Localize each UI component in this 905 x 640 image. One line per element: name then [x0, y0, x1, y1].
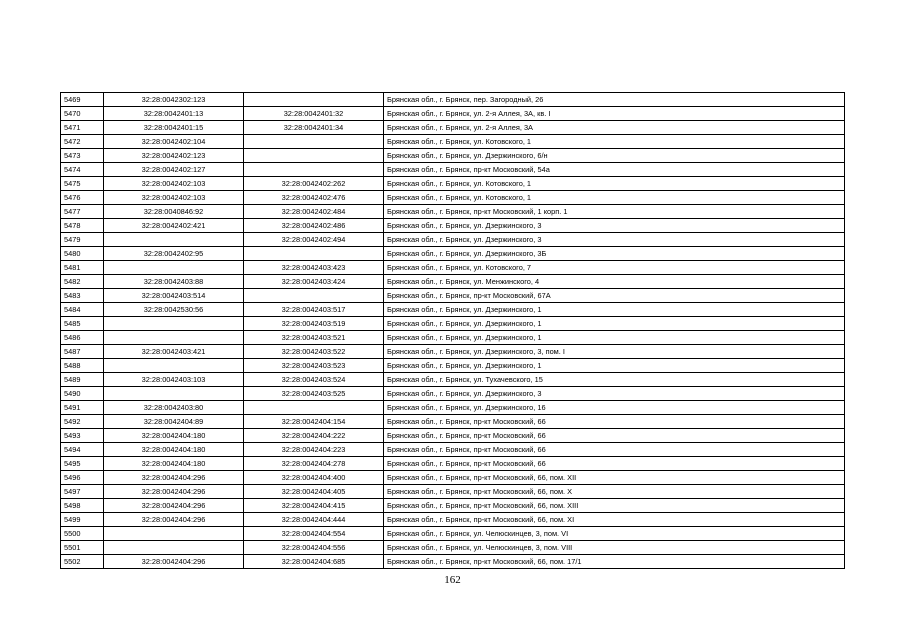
row-number-cell: 5494 — [61, 443, 104, 457]
property-registry-table — [60, 92, 845, 569]
cadastral-number-cell: 32:28:0042404:180 — [104, 429, 244, 443]
cadastral-number-cell: 32:28:0042530:56 — [104, 303, 244, 317]
linked-cadastral-number-cell: 32:28:0042403:522 — [244, 345, 384, 359]
linked-cadastral-number-cell: 32:28:0042403:517 — [244, 303, 384, 317]
table-row — [61, 247, 845, 261]
address-cell: Брянская обл., г. Брянск, пер. Загородный, 26 — [384, 93, 845, 107]
linked-cadastral-number-cell: 32:28:0042404:154 — [244, 415, 384, 429]
table-row — [61, 415, 845, 429]
row-number-cell: 5499 — [61, 513, 104, 527]
cadastral-number-cell: 32:28:0042403:80 — [104, 401, 244, 415]
cadastral-number-cell: 32:28:0042403:421 — [104, 345, 244, 359]
registry-table-body — [61, 93, 845, 569]
address-cell: Брянская обл., г. Брянск, ул. Дзержинского, 1 — [384, 359, 845, 373]
table-row — [61, 303, 845, 317]
cadastral-number-cell — [104, 541, 244, 555]
cadastral-number-cell: 32:28:0042302:123 — [104, 93, 244, 107]
cadastral-number-cell — [104, 359, 244, 373]
cadastral-number-cell: 32:28:0042404:296 — [104, 471, 244, 485]
row-number-cell: 5492 — [61, 415, 104, 429]
row-number-cell: 5496 — [61, 471, 104, 485]
cadastral-number-cell: 32:28:0042404:296 — [104, 555, 244, 569]
address-cell: Брянская обл., г. Брянск, ул. 2-я Аллея, 3А, кв. I — [384, 107, 845, 121]
address-cell: Брянская обл., г. Брянск, ул. Челюскинцев, 3, пом. VI — [384, 527, 845, 541]
cadastral-number-cell: 32:28:0042402:123 — [104, 149, 244, 163]
linked-cadastral-number-cell: 32:28:0042404:685 — [244, 555, 384, 569]
table-row — [61, 219, 845, 233]
row-number-cell: 5495 — [61, 457, 104, 471]
address-cell: Брянская обл., г. Брянск, пр-кт Московский, 67А — [384, 289, 845, 303]
linked-cadastral-number-cell: 32:28:0042404:556 — [244, 541, 384, 555]
table-row — [61, 499, 845, 513]
table-row — [61, 401, 845, 415]
address-cell: Брянская обл., г. Брянск, пр-кт Московский, 66, пом. 17/1 — [384, 555, 845, 569]
linked-cadastral-number-cell: 32:28:0042401:34 — [244, 121, 384, 135]
row-number-cell: 5488 — [61, 359, 104, 373]
linked-cadastral-number-cell: 32:28:0042402:262 — [244, 177, 384, 191]
cadastral-number-cell: 32:28:0042403:88 — [104, 275, 244, 289]
cadastral-number-cell: 32:28:0042402:127 — [104, 163, 244, 177]
linked-cadastral-number-cell: 32:28:0042402:484 — [244, 205, 384, 219]
table-row — [61, 275, 845, 289]
linked-cadastral-number-cell — [244, 247, 384, 261]
cadastral-number-cell: 32:28:0042404:296 — [104, 513, 244, 527]
address-cell: Брянская обл., г. Брянск, ул. Котовского, 1 — [384, 135, 845, 149]
address-cell: Брянская обл., г. Брянск, ул. Котовского, 7 — [384, 261, 845, 275]
table-row — [61, 471, 845, 485]
table-row — [61, 331, 845, 345]
address-cell: Брянская обл., г. Брянск, ул. Котовского, 1 — [384, 177, 845, 191]
address-cell: Брянская обл., г. Брянск, ул. Дзержинского, 1 — [384, 331, 845, 345]
row-number-cell: 5473 — [61, 149, 104, 163]
row-number-cell: 5470 — [61, 107, 104, 121]
row-number-cell: 5500 — [61, 527, 104, 541]
row-number-cell: 5485 — [61, 317, 104, 331]
linked-cadastral-number-cell: 32:28:0042403:424 — [244, 275, 384, 289]
table-row — [61, 205, 845, 219]
table-row — [61, 457, 845, 471]
table-row — [61, 443, 845, 457]
address-cell: Брянская обл., г. Брянск, ул. Котовского, 1 — [384, 191, 845, 205]
address-cell: Брянская обл., г. Брянск, ул. Дзержинского, 3 — [384, 233, 845, 247]
row-number-cell: 5487 — [61, 345, 104, 359]
table-row — [61, 373, 845, 387]
page-number: 162 — [444, 574, 461, 586]
table-row — [61, 149, 845, 163]
cadastral-number-cell: 32:28:0042401:13 — [104, 107, 244, 121]
table-row — [61, 527, 845, 541]
address-cell: Брянская обл., г. Брянск, ул. Дзержинского, 16 — [384, 401, 845, 415]
row-number-cell: 5486 — [61, 331, 104, 345]
address-cell: Брянская обл., г. Брянск, пр-кт Московский, 66, пом. XIII — [384, 499, 845, 513]
cadastral-number-cell: 32:28:0042402:103 — [104, 191, 244, 205]
row-number-cell: 5484 — [61, 303, 104, 317]
row-number-cell: 5489 — [61, 373, 104, 387]
row-number-cell: 5498 — [61, 499, 104, 513]
address-cell: Брянская обл., г. Брянск, ул. 2-я Аллея, 3А — [384, 121, 845, 135]
row-number-cell: 5476 — [61, 191, 104, 205]
cadastral-number-cell: 32:28:0042404:180 — [104, 457, 244, 471]
address-cell: Брянская обл., г. Брянск, пр-кт Московский, 66, пом. X — [384, 485, 845, 499]
linked-cadastral-number-cell — [244, 163, 384, 177]
table-row — [61, 121, 845, 135]
cadastral-number-cell: 32:28:0042401:15 — [104, 121, 244, 135]
cadastral-number-cell: 32:28:0042403:514 — [104, 289, 244, 303]
row-number-cell: 5475 — [61, 177, 104, 191]
linked-cadastral-number-cell: 32:28:0042401:32 — [244, 107, 384, 121]
linked-cadastral-number-cell — [244, 401, 384, 415]
address-cell: Брянская обл., г. Брянск, пр-кт Московский, 66 — [384, 429, 845, 443]
cadastral-number-cell: 32:28:0042403:103 — [104, 373, 244, 387]
cadastral-number-cell: 32:28:0040846:92 — [104, 205, 244, 219]
linked-cadastral-number-cell: 32:28:0042403:523 — [244, 359, 384, 373]
address-cell: Брянская обл., г. Брянск, ул. Дзержинского, 1 — [384, 303, 845, 317]
linked-cadastral-number-cell: 32:28:0042403:521 — [244, 331, 384, 345]
row-number-cell: 5497 — [61, 485, 104, 499]
address-cell: Брянская обл., г. Брянск, ул. Челюскинцев, 3, пом. VIII — [384, 541, 845, 555]
address-cell: Брянская обл., г. Брянск, ул. Дзержинского, 1 — [384, 317, 845, 331]
table-row — [61, 289, 845, 303]
address-cell: Брянская обл., г. Брянск, пр-кт Московский, 66, пом. XI — [384, 513, 845, 527]
linked-cadastral-number-cell: 32:28:0042404:554 — [244, 527, 384, 541]
linked-cadastral-number-cell: 32:28:0042404:444 — [244, 513, 384, 527]
row-number-cell: 5480 — [61, 247, 104, 261]
cadastral-number-cell — [104, 331, 244, 345]
linked-cadastral-number-cell: 32:28:0042402:486 — [244, 219, 384, 233]
row-number-cell: 5477 — [61, 205, 104, 219]
linked-cadastral-number-cell: 32:28:0042402:476 — [244, 191, 384, 205]
linked-cadastral-number-cell: 32:28:0042404:415 — [244, 499, 384, 513]
row-number-cell: 5471 — [61, 121, 104, 135]
row-number-cell: 5493 — [61, 429, 104, 443]
cadastral-number-cell: 32:28:0042402:421 — [104, 219, 244, 233]
cadastral-number-cell — [104, 527, 244, 541]
row-number-cell: 5482 — [61, 275, 104, 289]
cadastral-number-cell: 32:28:0042404:296 — [104, 485, 244, 499]
table-row — [61, 541, 845, 555]
linked-cadastral-number-cell: 32:28:0042404:400 — [244, 471, 384, 485]
linked-cadastral-number-cell: 32:28:0042404:405 — [244, 485, 384, 499]
linked-cadastral-number-cell: 32:28:0042403:519 — [244, 317, 384, 331]
linked-cadastral-number-cell: 32:28:0042403:525 — [244, 387, 384, 401]
row-number-cell: 5472 — [61, 135, 104, 149]
table-row — [61, 177, 845, 191]
row-number-cell: 5474 — [61, 163, 104, 177]
table-row — [61, 261, 845, 275]
table-row — [61, 135, 845, 149]
table-row — [61, 233, 845, 247]
linked-cadastral-number-cell: 32:28:0042404:222 — [244, 429, 384, 443]
linked-cadastral-number-cell — [244, 289, 384, 303]
address-cell: Брянская обл., г. Брянск, ул. Дзержинского, 3, пом. I — [384, 345, 845, 359]
cadastral-number-cell: 32:28:0042402:104 — [104, 135, 244, 149]
address-cell: Брянская обл., г. Брянск, ул. Дзержинского, 6/н — [384, 149, 845, 163]
table-row — [61, 555, 845, 569]
linked-cadastral-number-cell: 32:28:0042404:278 — [244, 457, 384, 471]
address-cell: Брянская обл., г. Брянск, ул. Менжинского, 4 — [384, 275, 845, 289]
address-cell: Брянская обл., г. Брянск, пр-кт Московский, 1 корп. 1 — [384, 205, 845, 219]
row-number-cell: 5483 — [61, 289, 104, 303]
address-cell: Брянская обл., г. Брянск, пр-кт Московский, 54а — [384, 163, 845, 177]
row-number-cell: 5491 — [61, 401, 104, 415]
table-row — [61, 191, 845, 205]
cadastral-number-cell — [104, 317, 244, 331]
linked-cadastral-number-cell — [244, 93, 384, 107]
row-number-cell: 5502 — [61, 555, 104, 569]
table-row — [61, 429, 845, 443]
table-row — [61, 485, 845, 499]
address-cell: Брянская обл., г. Брянск, ул. Дзержинского, 3 — [384, 219, 845, 233]
linked-cadastral-number-cell — [244, 135, 384, 149]
table-row — [61, 163, 845, 177]
address-cell: Брянская обл., г. Брянск, пр-кт Московский, 66 — [384, 443, 845, 457]
table-row — [61, 387, 845, 401]
table-row — [61, 345, 845, 359]
cadastral-number-cell: 32:28:0042404:89 — [104, 415, 244, 429]
cadastral-number-cell: 32:28:0042404:180 — [104, 443, 244, 457]
cadastral-number-cell — [104, 233, 244, 247]
table-row — [61, 93, 845, 107]
table-row — [61, 107, 845, 121]
row-number-cell: 5479 — [61, 233, 104, 247]
linked-cadastral-number-cell: 32:28:0042402:494 — [244, 233, 384, 247]
linked-cadastral-number-cell: 32:28:0042404:223 — [244, 443, 384, 457]
row-number-cell: 5478 — [61, 219, 104, 233]
cadastral-number-cell: 32:28:0042402:95 — [104, 247, 244, 261]
address-cell: Брянская обл., г. Брянск, пр-кт Московский, 66 — [384, 415, 845, 429]
row-number-cell: 5501 — [61, 541, 104, 555]
row-number-cell: 5481 — [61, 261, 104, 275]
linked-cadastral-number-cell: 32:28:0042403:423 — [244, 261, 384, 275]
row-number-cell: 5490 — [61, 387, 104, 401]
address-cell: Брянская обл., г. Брянск, пр-кт Московский, 66 — [384, 457, 845, 471]
address-cell: Брянская обл., г. Брянск, ул. Дзержинского, 3 — [384, 387, 845, 401]
table-row — [61, 359, 845, 373]
address-cell: Брянская обл., г. Брянск, ул. Тухачевского, 15 — [384, 373, 845, 387]
row-number-cell: 5469 — [61, 93, 104, 107]
address-cell: Брянская обл., г. Брянск, пр-кт Московский, 66, пом. XII — [384, 471, 845, 485]
table-row — [61, 513, 845, 527]
cadastral-number-cell: 32:28:0042402:103 — [104, 177, 244, 191]
cadastral-number-cell — [104, 387, 244, 401]
cadastral-number-cell: 32:28:0042404:296 — [104, 499, 244, 513]
cadastral-number-cell — [104, 261, 244, 275]
table-row — [61, 317, 845, 331]
linked-cadastral-number-cell: 32:28:0042403:524 — [244, 373, 384, 387]
address-cell: Брянская обл., г. Брянск, ул. Дзержинского, 3Б — [384, 247, 845, 261]
linked-cadastral-number-cell — [244, 149, 384, 163]
